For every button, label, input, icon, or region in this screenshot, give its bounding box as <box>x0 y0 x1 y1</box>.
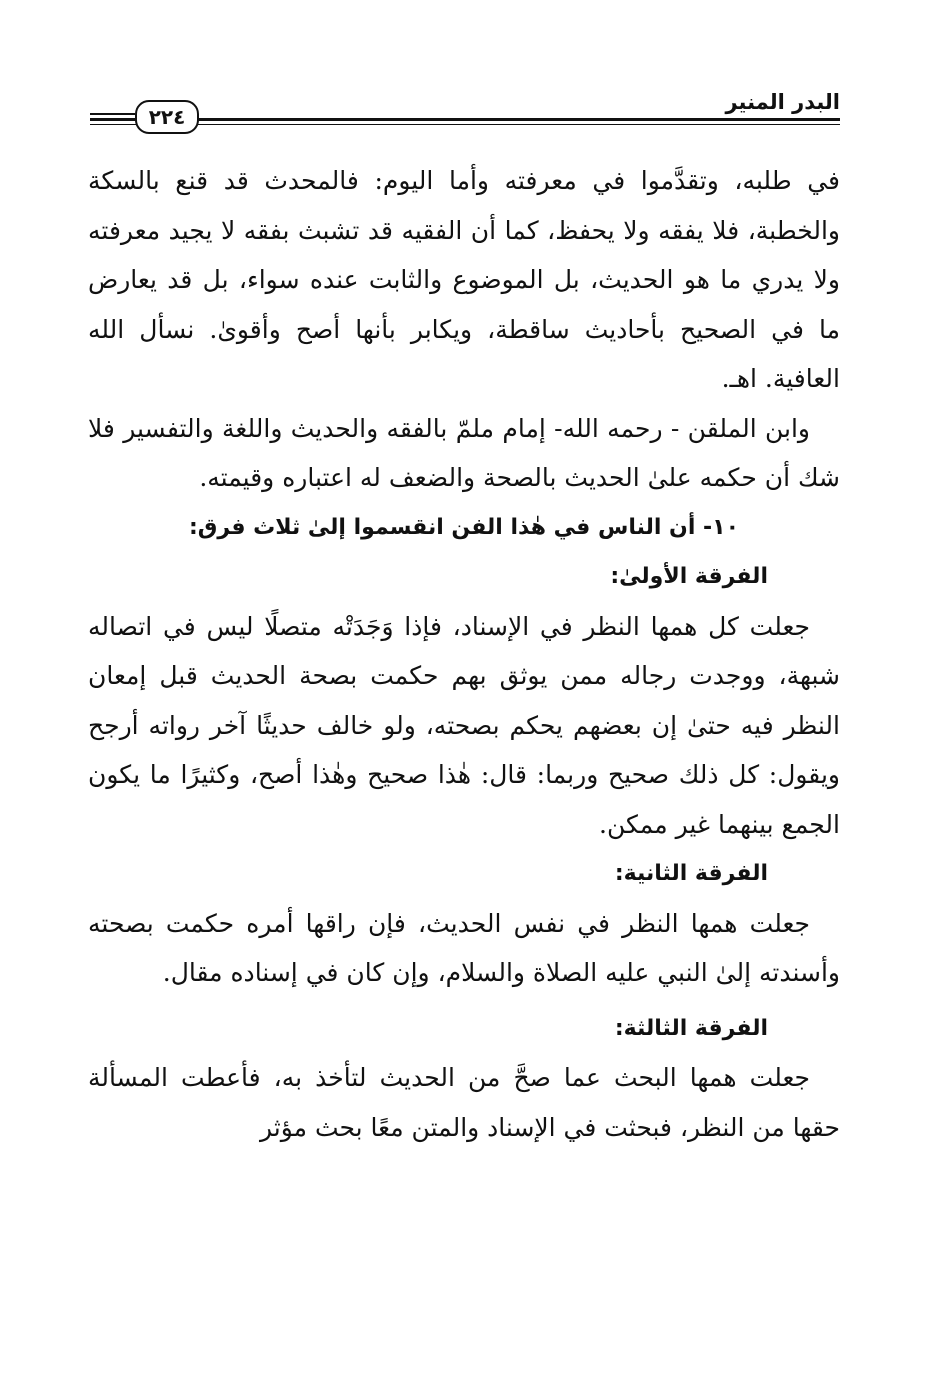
header-ornament-line <box>90 113 135 115</box>
header-rule <box>90 118 840 121</box>
page-number: ٢٢٤ <box>135 100 199 134</box>
paragraph-ibn-al-mulaqqin: وابن الملقن - رحمه الله- إمام ملمّ بالفقه والحديث واللغة والتفسير فلا شك أن حكمه علىٰ الحديث بالصحة والضعف له اعتباره وقيمته. <box>88 413 840 492</box>
paragraph-continued: في طلبه، وتقدَّموا في معرفته وأما اليوم: فالمحدث قد قنع بالسكة والخطبة، فلا يفقه ولا يحفظ، كما أن الفقيه قد تشبث بفقه لا يجيد معرفته ولا يدري ما هو الحديث، بل الموضوع والثابت عنده سواء، بل قد يعارض ما في الصحيح بأحاديث ساقطة، ويكابر بأنها أصح وأقوىٰ. نسأل الله العافية. اهـ. <box>88 166 841 393</box>
firqa-3-title: الفرقة الثالثة: <box>614 1015 768 1041</box>
firqa-3-text: جعلت همها البحث عما صحَّ من الحديث لتأخذ به، فأعطت المسألة حقها من النظر، فبحثت في الإسناد والمتن معًا بحث مؤثر <box>88 1063 840 1142</box>
section-heading-10: ١٠- أن الناس في هٰذا الفن انقسموا إلىٰ ثلاث فرق: <box>188 514 740 540</box>
header-ornament-line-2 <box>90 118 135 120</box>
header-rule-thin <box>90 124 840 125</box>
firqa-2-title: الفرقة الثانية: <box>614 861 768 886</box>
running-title: البدر المنير <box>725 90 840 114</box>
firqa-2-text: جعلت همها النظر في نفس الحديث، فإن راقها أمره حكمت بصحته وأسندته إلىٰ النبي عليه الصلاة والسلام، وإن كان في إسناده مقال. <box>88 908 840 987</box>
page-body <box>88 156 840 1152</box>
page-header <box>90 82 840 132</box>
firqa-1-text: جعلت كل همها النظر في الإسناد، فإذا وَجَدَتْه متصلًا ليس في اتصاله شبهة، ووجدت رجاله ممن يوثق بهم حكمت بصحة الحديث قبل إمعان النظر فيه حتىٰ إن بعضهم يحكم بصحته، ولو خالف حديثًا آخر رواته أرجح ويقول: كل ذلك صحيح وربما: قال: هٰذا صحيح وهٰذا أصح، وكثيرًا ما يكون الجمع بينهما غير ممكن. <box>88 611 840 839</box>
firqa-1-title: الفرقة الأولىٰ: <box>610 564 768 589</box>
